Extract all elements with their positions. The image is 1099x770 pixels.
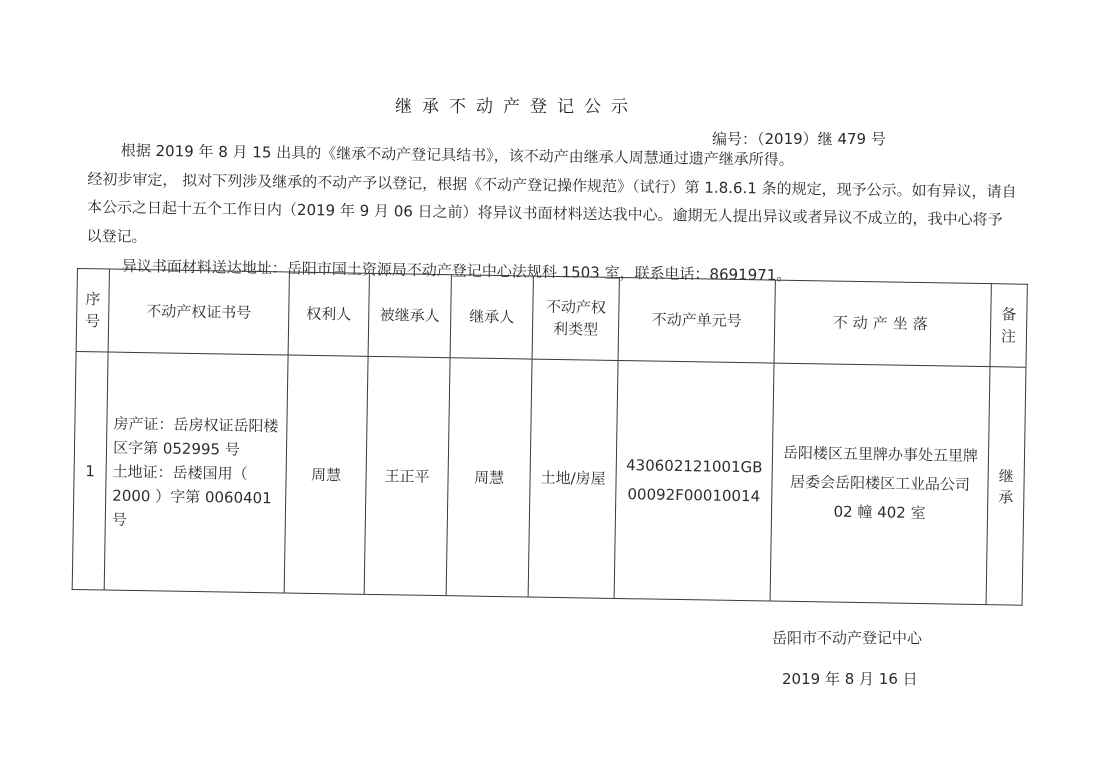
cell-cert-no [104,352,288,593]
document-title: 继承不动产登记公示 [395,97,638,117]
body-text [86,136,1018,263]
table-row [72,351,1026,605]
table-header-row [76,269,1027,368]
paragraph-review: 经初步审定， 拟对下列涉及继承的不动产予以登记，根据《不动产登记操作规范》（试行）第 1.8.6.1 条的规定，现予公示。如有异议，请自本公示之日起十五个工作日内（2019 年 9 月 06 日之前）将异议书面材料送达我中心。逾期无人提出异议或者异议不成立的，我中心将予以登记。 [86,169,1017,246]
cell-remark: 继承 [986,367,1026,606]
document-number: 编号：（2019）继 479 号 [712,130,886,148]
registration-table [72,268,1028,606]
issuing-organization: 岳阳市不动产登记中心 [772,629,923,647]
cell-seq: 1 [72,351,108,589]
cell-owner: 周慧 [284,355,368,594]
paragraph-basis: 根据 2019 年 8 月 15 出具的《继承不动产登记具结书》，该不动产由继承人周慧通过遗产继承所得。 [120,141,794,169]
registration-table-wrapper [72,268,1027,606]
header-location: 不动产坐落 [774,280,991,367]
cert-land: 土地证：岳楼国用（ 2000 ）字第 0060401 号 [111,462,272,529]
header-right-type: 不动产权利类型 [532,276,619,360]
header-heir: 继承人 [450,275,533,359]
header-decedent: 被继承人 [368,273,451,357]
cell-right-type: 土地/房屋 [528,359,618,598]
header-cert-no: 不动产权证书号 [108,269,289,355]
cell-heir: 周慧 [446,358,532,597]
issue-date: 2019 年 8 月 16 日 [782,670,918,688]
header-unit-no: 不动产单元号 [618,277,775,363]
cert-house: 房产证：岳房权证岳阳楼区字第 052995 号 [112,414,279,459]
header-seq: 序号 [76,269,109,353]
header-owner: 权利人 [288,272,369,356]
cell-location: 岳阳楼区五里牌办事处五里牌居委会岳阳楼区工业品公司 02 幢 402 室 [770,363,990,605]
cell-unit-no: 430602121001GB00092F00010014 [614,360,774,601]
cell-decedent: 王正平 [364,356,450,595]
objection-address: 异议书面材料送达地址：岳阳市国土资源局不动产登记中心法规科 1503 室，联系电话：8691971。 [121,256,792,285]
header-remark: 备注 [990,284,1027,368]
